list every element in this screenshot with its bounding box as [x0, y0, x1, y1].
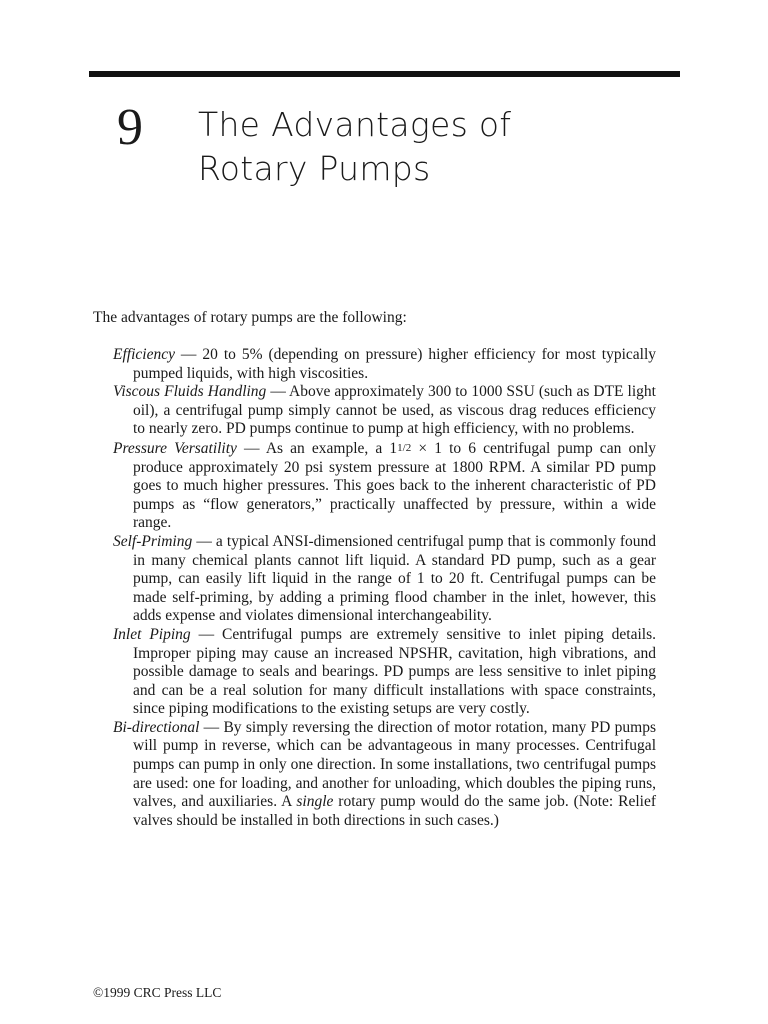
advantage-description: — By simply reversing the direction of motor rotation, many PD pumps will pump in reverse, which can be advantageous in many processes. Centrifugal pumps can pump in only one direction. In some installations, two centrifugal pumps are used: one for loading, and another for unloading, which doubles the piping runs, valves, and auxiliaries. A [133, 718, 656, 811]
chapter-top-rule [89, 71, 680, 77]
advantage-description: — 20 to 5% (depending on pressure) higher efficiency for most typically pumped liquids, with high viscosities. [133, 346, 656, 382]
advantage-description: — Above approximately 300 to 1000 SSU (such as DTE light oil), a centrifugal pump simply cannot be used, as viscous drag reduces efficiency to nearly zero. PD pumps continue to pump at high efficiency, with no problems. [133, 383, 656, 438]
advantage-viscous-fluids [113, 383, 656, 439]
advantage-inlet-piping [113, 626, 656, 719]
advantage-description: — a typical ANSI-dimensioned centrifugal pump that is commonly found in many chemical plants cannot lift liquid. A standard PD pump, such as a gear pump, can easily lift liquid in the range of 1 to 20 ft. Centrifugal pumps can be made self-priming, by adding a priming flood chamber in the inlet, however, this adds expense and violates dimensional interchangeability. [133, 532, 656, 625]
copyright-footer: ©1999 CRC Press LLC [93, 985, 222, 1000]
intro-paragraph: The advantages of rotary pumps are the following: [93, 309, 407, 326]
advantage-pressure-versatility [113, 439, 656, 533]
advantage-description: × 1 to 6 centrifugal pump can only produce approximately 20 psi system pressure at 1800 RPM. A similar PD pump goes to much higher pressures. This goes back to the inherent characteristic of PD pumps as “flow generators,” practically unaffected by pressure, within a wide range. [133, 439, 656, 532]
advantage-description: — Centrifugal pumps are extremely sensitive to inlet piping details. Improper piping may cause an increased NPSHR, cavitation, high vibrations, and possible damage to seals and bearings. PD pumps are less sensitive to inlet piping and can be a real solution for many difficult installations with space constraints, since piping modifications to the existing setups are very costly. [133, 625, 656, 718]
advantage-term: Efficiency [113, 346, 175, 363]
emphasis-word: single [296, 793, 334, 811]
chapter-title-line-2: Rotary Pumps [198, 149, 431, 188]
advantage-efficiency [113, 346, 656, 383]
size-fraction: 1/2 [397, 441, 412, 454]
advantage-term: Viscous Fluids Handling [113, 383, 267, 401]
chapter-number: 9 [117, 99, 143, 156]
advantage-description-start: — As an example, a 1 [236, 439, 398, 457]
chapter-title-line-1: The Advantages of [198, 105, 512, 144]
advantage-term: Pressure Versatility [113, 439, 237, 457]
advantage-term: Bi-directional [113, 718, 200, 736]
advantage-self-priming [113, 533, 656, 626]
chapter-title [198, 103, 511, 191]
advantage-description-end: rotary pump would do the same job. (Note: Relief valves should be installed in both directions in such cases.) [133, 793, 656, 829]
advantage-term: Self-Priming [113, 532, 193, 550]
advantage-bi-directional [113, 719, 656, 831]
advantages-list [113, 346, 656, 830]
advantage-term: Inlet Piping [113, 625, 191, 643]
